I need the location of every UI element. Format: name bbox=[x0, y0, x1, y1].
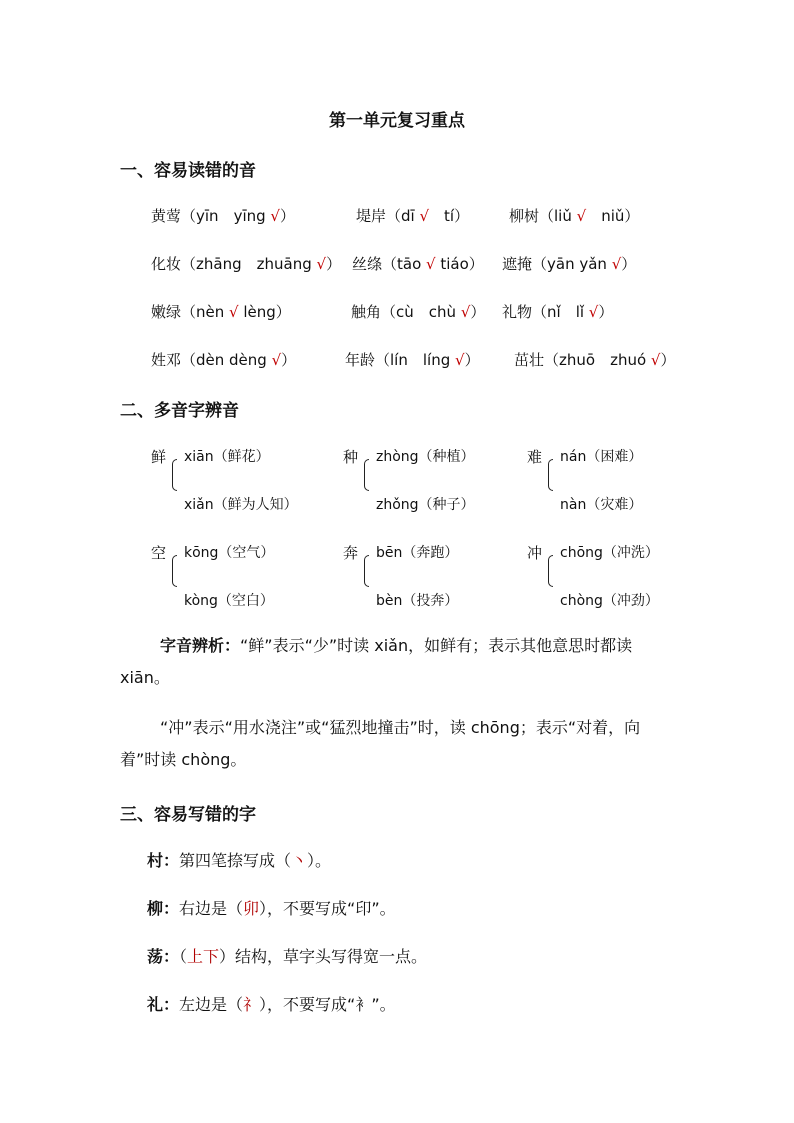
pinyin-item: 堤岸（dī √ tí） bbox=[356, 207, 470, 225]
analysis-label: 字音辨析： bbox=[160, 636, 241, 655]
analysis-paragraph-2: “冲”表示“用水浇注”或“猛烈地撞击”时，读 chōng；表示“对着，向着”时读 chòng。 bbox=[120, 718, 641, 769]
check-mark-icon: √ bbox=[588, 303, 599, 321]
check-mark-icon: √ bbox=[455, 351, 465, 369]
check-mark-icon: √ bbox=[426, 255, 436, 273]
polyphone-reading: kòng（空白） bbox=[184, 593, 274, 609]
writing-note: 礼：左边是（礻），不要写成“衤”。 bbox=[147, 995, 396, 1014]
pinyin-item: 姓邓（dèn dèng √） bbox=[151, 351, 297, 369]
check-mark-icon: √ bbox=[316, 255, 327, 273]
writing-note: 柳：右边是（卯），不要写成“印”。 bbox=[147, 899, 396, 918]
polyphone-reading: bēn（奔跑） bbox=[376, 545, 459, 561]
check-mark-icon: √ bbox=[576, 207, 587, 225]
pinyin-item: 嫩绿（nèn √ lèng） bbox=[151, 303, 291, 321]
polyphone-char: 种 bbox=[343, 448, 359, 466]
polyphone-reading: zhǒng（种子） bbox=[376, 497, 475, 513]
brace-icon bbox=[364, 459, 369, 491]
pinyin-item: 礼物（nǐ lǐ √） bbox=[502, 303, 614, 321]
check-mark-icon: √ bbox=[271, 351, 282, 369]
section-heading-2: 二、多音字辨音 bbox=[120, 401, 239, 421]
polyphone-reading: kōng（空气） bbox=[184, 545, 275, 561]
polyphone-char: 鲜 bbox=[151, 448, 167, 466]
brace-icon bbox=[548, 459, 553, 491]
writing-note: 村：第四笔捺写成（丶）。 bbox=[147, 851, 332, 870]
pinyin-item: 柳树（liǔ √ niǔ） bbox=[509, 207, 640, 225]
writing-note: 荡：（上下）结构，草字头写得宽一点。 bbox=[147, 947, 428, 966]
brace-icon bbox=[172, 459, 177, 491]
pinyin-item: 丝绦（tāo √ tiáo） bbox=[352, 255, 484, 273]
check-mark-icon: √ bbox=[611, 255, 622, 273]
check-mark-icon: √ bbox=[229, 303, 239, 321]
polyphone-reading: xiān（鲜花） bbox=[184, 449, 270, 465]
check-mark-icon: √ bbox=[460, 303, 471, 321]
pinyin-item: 触角（cù chù √） bbox=[351, 303, 486, 321]
polyphone-reading: nán（困难） bbox=[560, 449, 643, 465]
brace-icon bbox=[548, 555, 553, 587]
analysis-text: “鲜”表示“少”时读 xiǎn，如鲜有；表示其他意思时都读 xiān。 bbox=[120, 636, 633, 687]
polyphone-reading: chōng（冲洗） bbox=[560, 545, 659, 561]
polyphone-char: 冲 bbox=[527, 544, 543, 562]
pinyin-item: 化妆（zhāng zhuāng √） bbox=[151, 255, 342, 273]
polyphone-char: 奔 bbox=[343, 544, 359, 562]
pinyin-item: 年龄（lín líng √） bbox=[345, 351, 480, 369]
section-heading-1: 一、容易读错的音 bbox=[120, 161, 256, 181]
check-mark-icon: √ bbox=[270, 207, 280, 225]
polyphone-reading: xiǎn（鲜为人知） bbox=[184, 497, 298, 513]
check-mark-icon: √ bbox=[419, 207, 430, 225]
check-mark-icon: √ bbox=[650, 351, 661, 369]
pinyin-item: 茁壮（zhuō zhuó √） bbox=[514, 351, 676, 369]
brace-icon bbox=[172, 555, 177, 587]
pinyin-item: 黄莺（yīn yīng √） bbox=[151, 207, 295, 225]
polyphone-reading: zhòng（种植） bbox=[376, 449, 475, 465]
page-title: 第一单元复习重点 bbox=[329, 111, 465, 131]
polyphone-char: 空 bbox=[151, 544, 167, 562]
pinyin-item: 遮掩（yān yǎn √） bbox=[502, 255, 637, 273]
section-heading-3: 三、容易写错的字 bbox=[120, 805, 256, 825]
analysis-paragraph-1 bbox=[120, 630, 680, 694]
brace-icon bbox=[364, 555, 369, 587]
polyphone-reading: bèn（投奔） bbox=[376, 593, 459, 609]
polyphone-reading: chòng（冲劲） bbox=[560, 593, 659, 609]
polyphone-char: 难 bbox=[527, 448, 543, 466]
polyphone-reading: nàn（灾难） bbox=[560, 497, 643, 513]
